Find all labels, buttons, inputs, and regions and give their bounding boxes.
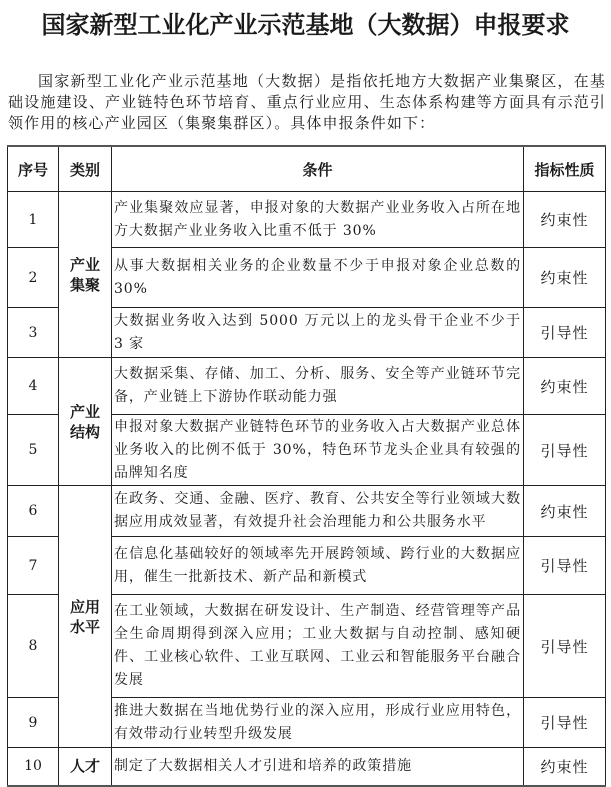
header-number: 序号 — [8, 146, 59, 192]
table-header-row — [8, 146, 606, 192]
category-label: 产业结构 — [69, 402, 100, 441]
page-title: 国家新型工业化产业示范基地（大数据）申报要求 — [41, 11, 570, 39]
nature-cell: 约束性 — [524, 248, 606, 308]
condition-cell: 大数据业务收入达到 5000 万元以上的龙头骨干企业不少于 3 家 — [112, 308, 524, 358]
nature-cell: 约束性 — [524, 192, 606, 248]
condition-cell: 在工业领域，大数据在研发设计、生产制造、经营管理等产品全生命周期得到深入应用；工业大数据与自动控制、感知硬件、工业核心软件、工业互联网、工业云和智能服务平台融合发展 — [112, 595, 524, 698]
row-number: 4 — [8, 358, 59, 415]
row-number: 9 — [8, 698, 59, 748]
condition-cell: 申报对象大数据产业链特色环节的业务收入占大数据产业总体业务收入的比例不低于 30%，特色环节龙头企业具有较强的品牌知名度 — [112, 415, 524, 486]
category-cell — [59, 358, 112, 486]
header-condition: 条件 — [112, 146, 524, 192]
condition-cell: 产业集聚效应显著，申报对象的大数据产业业务收入占所在地方大数据产业业务收入比重不低于 30% — [112, 192, 524, 248]
condition-cell: 在政务、交通、金融、医疗、教育、公共安全等行业领域大数据应用成效显著，有效提升社会治理能力和公共服务水平 — [112, 486, 524, 537]
nature-cell: 引导性 — [524, 537, 606, 595]
row-number: 8 — [8, 595, 59, 698]
row-number: 2 — [8, 248, 59, 308]
condition-cell: 推进大数据在当地优势行业的深入应用，形成行业应用特色，有效带动行业转型升级发展 — [112, 698, 524, 748]
condition-cell: 从事大数据相关业务的企业数量不少于申报对象企业总数的 30% — [112, 248, 524, 308]
intro-paragraph: 国家新型工业化产业示范基地（大数据）是指依托地方大数据产业集聚区，在基础设施建设、产业链特色环节培育、重点行业应用、生态体系构建等方面具有示范引领作用的核心产业园区（集聚集群区）。具体申报条件如下： — [8, 72, 606, 132]
nature-cell: 引导性 — [524, 698, 606, 748]
table-row — [8, 748, 606, 786]
condition-cell: 在信息化基础较好的领域率先开展跨领域、跨行业的大数据应用，催生一批新技术、新产品和新模式 — [112, 537, 524, 595]
row-number: 3 — [8, 308, 59, 358]
requirements-table — [7, 145, 606, 787]
row-number: 1 — [8, 192, 59, 248]
nature-cell: 引导性 — [524, 415, 606, 486]
category-label: 产业集聚 — [69, 255, 100, 294]
header-nature: 指标性质 — [524, 146, 606, 192]
row-number: 7 — [8, 537, 59, 595]
row-number: 5 — [8, 415, 59, 486]
table-row — [8, 486, 606, 537]
category-cell: 人才 — [59, 748, 112, 786]
nature-cell: 约束性 — [524, 486, 606, 537]
row-number: 10 — [8, 748, 59, 786]
nature-cell: 约束性 — [524, 358, 606, 415]
header-category: 类别 — [59, 146, 112, 192]
table-row — [8, 192, 606, 248]
condition-cell: 大数据采集、存储、加工、分析、服务、安全等产业链环节完备，产业链上下游协作联动能力强 — [112, 358, 524, 415]
nature-cell: 引导性 — [524, 308, 606, 358]
table-row — [8, 358, 606, 415]
category-cell — [59, 486, 112, 748]
nature-cell: 约束性 — [524, 748, 606, 786]
condition-cell: 制定了大数据相关人才引进和培养的政策措施 — [112, 748, 524, 786]
category-cell — [59, 192, 112, 358]
row-number: 6 — [8, 486, 59, 537]
category-label: 应用水平 — [69, 597, 100, 636]
nature-cell: 引导性 — [524, 595, 606, 698]
